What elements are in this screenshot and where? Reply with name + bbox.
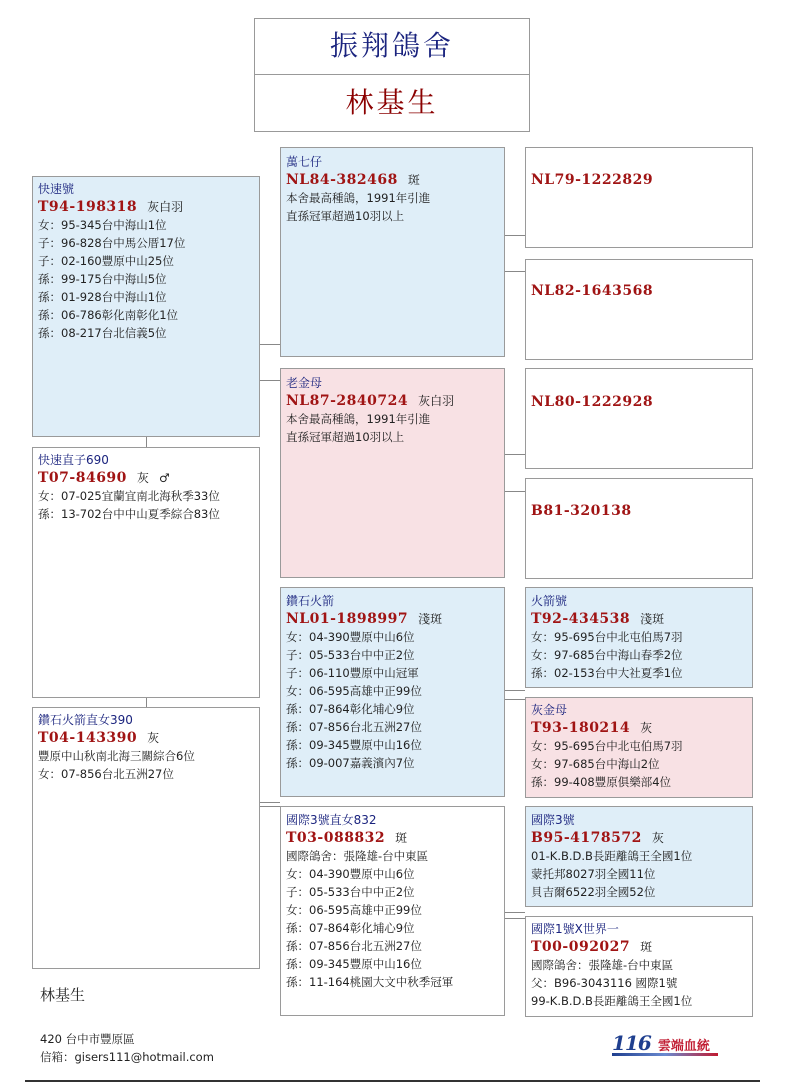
pedigree-card-intl3 (525, 806, 753, 907)
record-line: 本舍最高種鴿，1991年引進 (286, 191, 431, 205)
loft-name: 振翔鴿舍 (329, 29, 454, 62)
pigeon-color: 斑 (395, 831, 408, 845)
pigeon-name: 灰金母 (531, 703, 568, 717)
connector (260, 802, 280, 803)
ring-number: NL80-1222928 (531, 394, 654, 410)
pigeon-name: 快速直子690 (38, 453, 109, 467)
connector (505, 491, 525, 492)
record-line: 女：06-595高雄中正99位 (286, 684, 422, 698)
pedigree-card-intl1 (525, 916, 753, 1017)
record-line: 子：06-110豐原中山冠軍 (286, 666, 419, 680)
pedigree-card-grey-dam (525, 697, 753, 798)
sex-icon: ♂ (158, 471, 170, 485)
ring-number: T93-180214 (531, 720, 631, 736)
record-line: 直孫冠軍超過10羽以上 (286, 430, 405, 444)
connector (505, 699, 525, 700)
record-line: 孫：99-408豐原俱樂部4位 (531, 775, 672, 789)
record-line: 子：05-533台中中正2位 (286, 885, 415, 899)
ring-number: T04-143390 (38, 730, 138, 746)
record-line: 孫：11-164桃園大文中秋季冠軍 (286, 975, 454, 989)
pigeon-name: 鑽石火箭直女390 (38, 713, 133, 727)
connector (260, 344, 280, 345)
owner-name-box (254, 74, 530, 132)
connector (260, 806, 280, 807)
footer-rule (25, 1080, 760, 1082)
record-line: 女：06-595高雄中正99位 (286, 903, 422, 917)
connector (505, 235, 525, 236)
record-line: 孫：99-175台中海山5位 (38, 272, 167, 286)
ring-number: NL87-2840724 (286, 393, 409, 409)
record-line: 女：04-390豐原中山6位 (286, 867, 415, 881)
ring-number: NL01-1898997 (286, 611, 409, 627)
ring-number: B81-320138 (531, 503, 632, 519)
record-line: 99-K.B.D.B長距離鴿王全國1位 (531, 994, 693, 1008)
record-line: 孫：02-153台中大社夏季1位 (531, 666, 683, 680)
owner-name: 林基生 (345, 86, 439, 119)
record-line: 國際鴿舍：張隆雄-台中東區 (286, 849, 429, 863)
connector (146, 437, 147, 447)
record-line: 孫：09-345豐原中山16位 (286, 957, 422, 971)
record-line: 豐原中山秋南北海三關綜合6位 (38, 749, 195, 763)
pigeon-name: 國際1號X世界一 (531, 922, 619, 936)
logo-number: 116 (612, 1031, 651, 1055)
record-line: 孫：07-864彰化埔心9位 (286, 702, 415, 716)
pigeon-name: 萬七仔 (286, 155, 323, 169)
ring-number: NL84-382468 (286, 172, 398, 188)
footer-address: 420 台中市豐原區 (40, 1032, 135, 1046)
connector (505, 912, 525, 913)
pigeon-color: 灰 (136, 471, 149, 485)
ring-number: B95-4178572 (531, 830, 642, 846)
record-line: 子：96-828台中馬公厝17位 (38, 236, 186, 250)
ring-number: T07-84690 (38, 470, 127, 486)
pigeon-name: 火箭號 (531, 594, 568, 608)
record-line: 貝吉爾6522羽全國52位 (531, 885, 656, 899)
pigeon-name: 鑽石火箭 (286, 594, 335, 608)
pigeon-name: 國際3號直女832 (286, 813, 377, 827)
pigeon-color: 斑 (407, 173, 420, 187)
pigeon-color: 灰白羽 (147, 200, 184, 214)
record-line: 女：07-856台北五洲27位 (38, 767, 174, 781)
record-line: 女：95-695台中北屯伯馬7羽 (531, 630, 683, 644)
record-line: 女：95-695台中北屯伯馬7羽 (531, 739, 683, 753)
pedigree-card-gg2 (525, 259, 753, 360)
pedigree-card-rocket (525, 587, 753, 688)
record-line: 01-K.B.D.B長距離鴿王全國1位 (531, 849, 693, 863)
record-line: 孫：01-928台中海山1位 (38, 290, 167, 304)
record-line: 蒙托邦8027羽全國11位 (531, 867, 656, 881)
pedigree-card-diamond-rocket (280, 587, 505, 797)
record-line: 孫：13-702台中中山夏季綜合83位 (38, 507, 220, 521)
ring-number: T00-092027 (531, 939, 631, 955)
record-line: 孫：09-007嘉義濱內7位 (286, 756, 415, 770)
connector (505, 918, 525, 919)
pigeon-color: 淺斑 (640, 612, 665, 626)
pigeon-color: 灰 (640, 721, 653, 735)
pedigree-card-daughter (32, 707, 260, 969)
pigeon-name: 快速號 (38, 182, 75, 196)
record-line: 女：97-685台中海山春季2位 (531, 648, 683, 662)
record-line: 本舍最高種鴿，1991年引進 (286, 412, 431, 426)
logo (612, 1031, 722, 1059)
pedigree-card-intl-daughter (280, 806, 505, 1016)
pedigree-card-subject (32, 176, 260, 437)
pedigree-card-gg1 (525, 147, 753, 248)
pedigree-card-dam (280, 368, 505, 578)
record-line: 國際鴿舍：張隆雄-台中東區 (531, 958, 674, 972)
ring-number: NL79-1222829 (531, 172, 654, 188)
logo-text: 雲端血統 (657, 1039, 710, 1054)
record-line: 直孫冠軍超過10羽以上 (286, 209, 405, 223)
pigeon-color: 灰白羽 (418, 394, 455, 408)
pigeon-color: 斑 (640, 940, 653, 954)
record-line: 孫：09-345豐原中山16位 (286, 738, 422, 752)
record-line: 父：B96-3043116 國際1號 (531, 976, 678, 990)
ring-number: NL82-1643568 (531, 283, 654, 299)
record-line: 女：95-345台中海山1位 (38, 218, 167, 232)
ring-number: T92-434538 (531, 611, 631, 627)
pigeon-name: 國際3號 (531, 813, 575, 827)
connector (505, 454, 525, 455)
record-line: 子：02-160豐原中山25位 (38, 254, 174, 268)
pedigree-card-gg4 (525, 478, 753, 579)
record-line: 子：05-533台中中正2位 (286, 648, 415, 662)
pedigree-card-son (32, 447, 260, 698)
record-line: 孫：08-217台北信義5位 (38, 326, 167, 340)
pedigree-card-gg3 (525, 368, 753, 469)
record-line: 女：04-390豐原中山6位 (286, 630, 415, 644)
connector (505, 271, 525, 272)
record-line: 女：07-025宜蘭宜南北海秋季33位 (38, 489, 220, 503)
pigeon-color: 灰 (147, 731, 160, 745)
footer-owner: 林基生 (40, 986, 86, 1004)
pigeon-color: 淺斑 (418, 612, 443, 626)
pedigree-card-sire (280, 147, 505, 357)
record-line: 孫：07-864彰化埔心9位 (286, 921, 415, 935)
record-line: 孫：07-856台北五洲27位 (286, 720, 422, 734)
loft-name-box (254, 18, 530, 75)
footer-email: 信箱：gisers111@hotmail.com (40, 1050, 214, 1064)
record-line: 女：97-685台中海山2位 (531, 757, 660, 771)
ring-number: T94-198318 (38, 199, 138, 215)
connector (260, 380, 280, 381)
connector (505, 690, 525, 691)
ring-number: T03-088832 (286, 830, 386, 846)
record-line: 孫：07-856台北五洲27位 (286, 939, 422, 953)
pigeon-color: 灰 (651, 831, 664, 845)
record-line: 孫：06-786彰化南彰化1位 (38, 308, 179, 322)
pigeon-name: 老金母 (286, 376, 323, 390)
connector (146, 697, 147, 707)
